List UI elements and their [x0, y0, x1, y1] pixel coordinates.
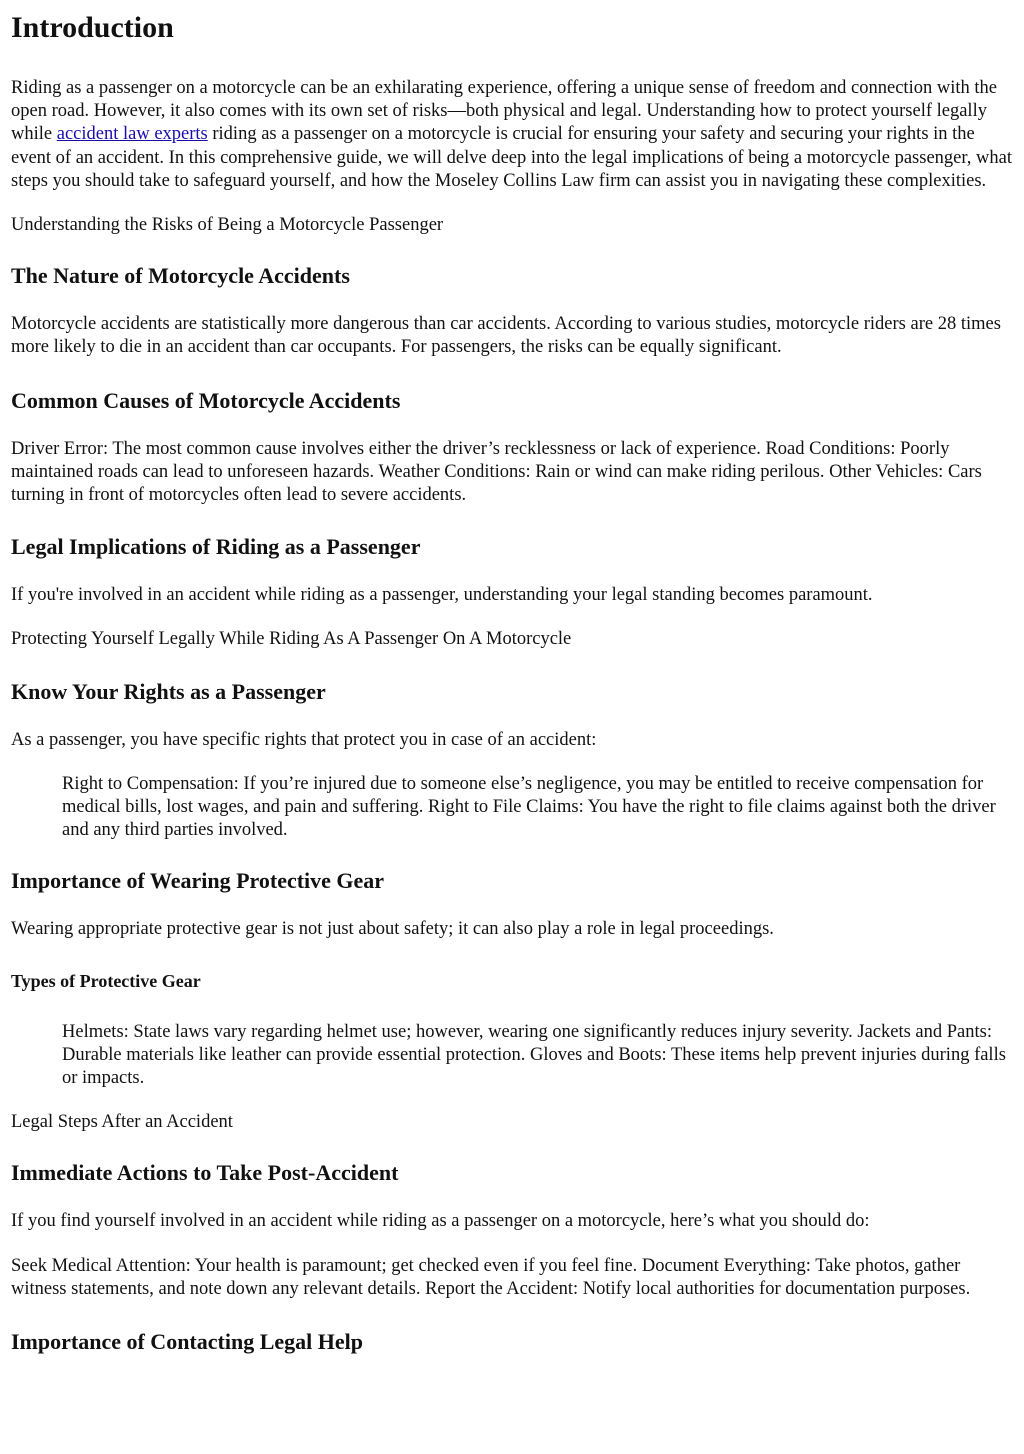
intro-text-before-link: Riding as a passenger on a motorcycle can be an exhilarating experience, offering a unique sense of freedom and connection with the open road. However, it also comes with its own set of risks—both physical and legal. Understanding how to protect yourself legally while [11, 78, 997, 145]
page-title: Introduction [11, 11, 174, 44]
accident-law-experts-link[interactable]: accident law experts [56, 124, 208, 145]
risks-title: Understanding the Risks of Being a Motorcycle Passenger [11, 215, 444, 236]
immediate-list: Seek Medical Attention: Your health is paramount; get checked even if you feel fine. Document Everything: Take photos, gather witness statements, and note down any relevant details. Report the Accident: Notify local authorities for documentation purposes. [11, 1255, 971, 1299]
gear-paragraph: Wearing appropriate protective gear is not just about safety; it can also play a role in legal proceedings. [11, 919, 774, 940]
steps-title: Legal Steps After an Accident [11, 1112, 233, 1133]
document-page [0, 8, 1024, 1355]
rights-paragraph: As a passenger, you have specific rights that protect you in case of an accident: [11, 729, 597, 750]
rights-list: Right to Compensation: If you’re injured due to someone else’s negligence, you may be entitled to receive compensation for medical bills, lost wages, and pain and suffering. Right to File Claims: You have the right to file claims against both the driver and any third parties involved. [62, 773, 996, 841]
nature-paragraph: Motorcycle accidents are statistically more dangerous than car accidents. According to various studies, motorcycle riders are 28 times more likely to die in an accident than car occupants. For passengers, the risks can be equally significant. [11, 314, 1001, 358]
nature-heading: The Nature of Motorcycle Accidents [11, 263, 350, 289]
intro-text-after-link: riding as a passenger on a motorcycle is crucial for ensuring your safety and securing your rights in the event of an accident. In this comprehensive guide, we will delve deep into the legal implications of being a motorcycle passenger, what steps you should take to safeguard yourself, and how the Moseley Collins Law firm can assist you in navigating these complexities. [11, 124, 1013, 191]
causes-heading: Common Causes of Motorcycle Accidents [11, 387, 401, 413]
gear-types-heading: Types of Protective Gear [11, 970, 201, 991]
immediate-paragraph: If you find yourself involved in an accident while riding as a passenger on a motorcycle, here’s what you should do: [11, 1211, 870, 1232]
legal-paragraph: If you're involved in an accident while riding as a passenger, understanding your legal standing becomes paramount. [11, 585, 873, 606]
legal-heading: Legal Implications of Riding as a Passenger [11, 534, 421, 560]
causes-paragraph: Driver Error: The most common cause involves either the driver’s recklessness or lack of experience. Road Conditions: Poorly maintained roads can lead to unforeseen hazards. Weather Conditions: Rain or wind can make riding perilous. Other Vehicles: Cars turning in front of motorcycles often lead to severe accidents. [11, 438, 982, 506]
contact-heading: Importance of Contacting Legal Help [11, 1329, 363, 1355]
intro-paragraph [11, 77, 1013, 193]
gear-heading: Importance of Wearing Protective Gear [11, 868, 385, 894]
gear-list: Helmets: State laws vary regarding helmet use; however, wearing one significantly reduces injury severity. Jackets and Pants: Durable materials like leather can provide essential protection. Gloves and Boots: These items help prevent injuries during falls or impacts. [62, 1021, 1006, 1089]
rights-heading: Know Your Rights as a Passenger [11, 678, 326, 704]
immediate-heading: Immediate Actions to Take Post-Accident [11, 1160, 399, 1186]
protecting-title: Protecting Yourself Legally While Riding As A Passenger On A Motorcycle [11, 629, 572, 650]
